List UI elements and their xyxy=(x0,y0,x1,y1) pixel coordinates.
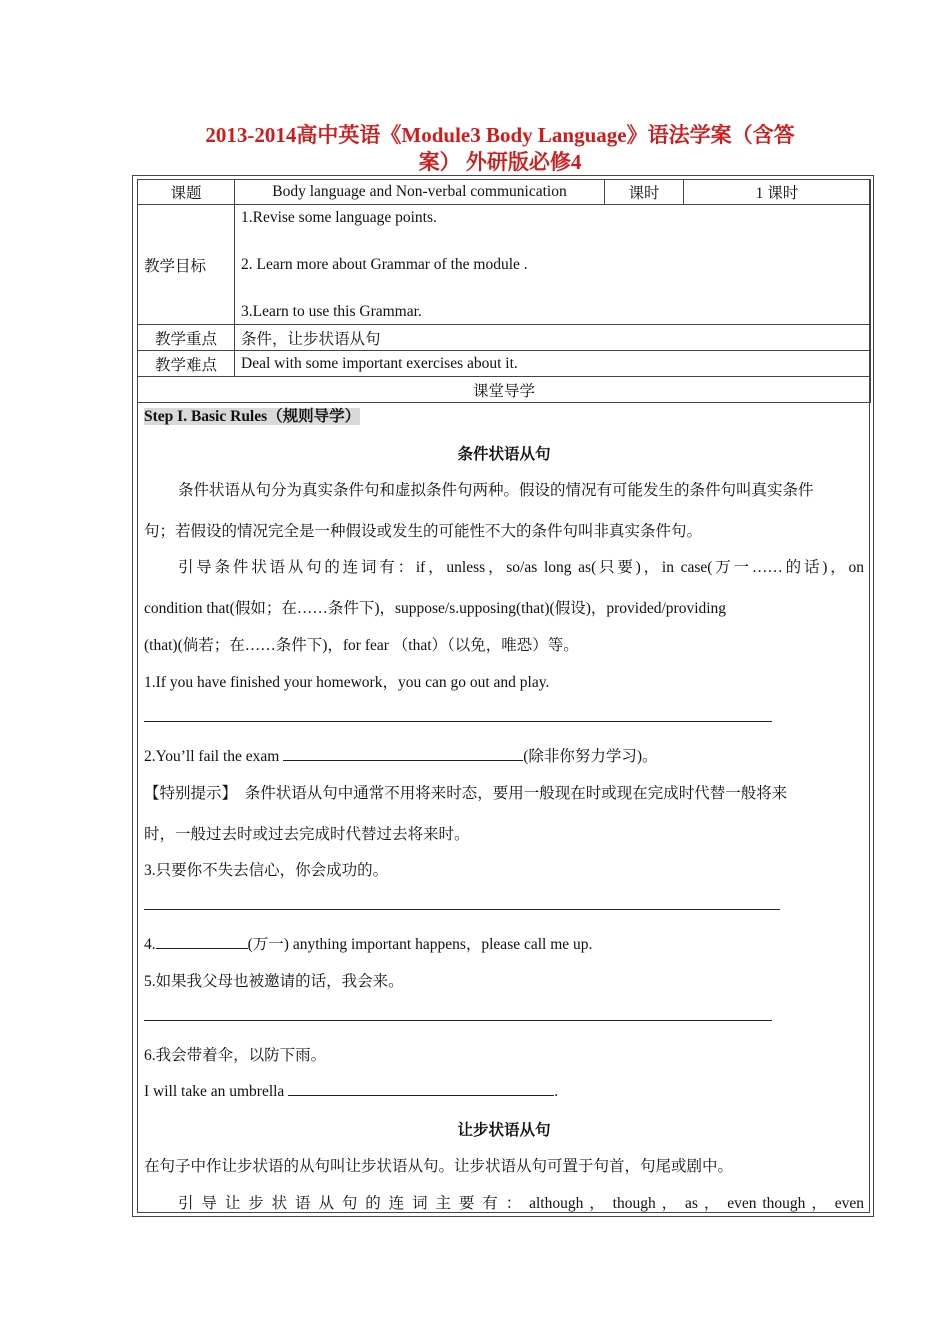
goals-row xyxy=(138,205,871,325)
paragraph-2c: (that)(倘若；在……条件下)，for fear （that）（以免，唯恐）等。 xyxy=(144,637,579,654)
answer-line-1[interactable] xyxy=(144,707,772,727)
example-3: 3.只要你不失去信心，你会成功的。 xyxy=(144,862,389,879)
topic-row xyxy=(138,180,871,205)
paragraph-2a: 引导条件状语从句的连词有：if，unless，so/as long as(只要)，in case(万一……的话)，on xyxy=(178,559,864,576)
example-4-number: 4. xyxy=(144,936,156,953)
example-6-end: . xyxy=(554,1083,559,1100)
paragraph-1b: 句；若假设的情况完全是一种假设或发生的可能性不大的条件句叫非真实条件句。 xyxy=(144,523,703,540)
example-4 xyxy=(144,932,592,954)
example-2-end: (除非你努力学习)。 xyxy=(523,748,658,765)
example-6-english xyxy=(144,1081,558,1101)
example-2-start: 2.You’ll fail the exam xyxy=(144,748,284,765)
goal-item: 2. Learn more about Grammar of the module . xyxy=(241,256,528,273)
example-1: 1.If you have finished your homework，you can go out and play. xyxy=(144,674,550,691)
difficulty-row xyxy=(138,351,871,377)
topic-value: Body language and Non-verbal communication xyxy=(235,180,605,205)
paragraph-4: 引 导 让 步 状 语 从 句 的 连 词 主 要 有 ： although ， though ， as ， even though ， even xyxy=(178,1195,864,1212)
conditional-heading: 条件状语从句 xyxy=(457,446,551,463)
paragraph-2b: condition that(假如；在……条件下)，suppose/s.upposing(that)(假设)，provided/providing xyxy=(144,600,727,617)
lesson-info-table xyxy=(137,179,871,403)
step-1-label: Step I. Basic Rules（规则导学） xyxy=(144,408,361,425)
focus-label: 教学重点 xyxy=(138,325,235,351)
example-4-blank[interactable] xyxy=(156,934,248,949)
goal-item: 1.Revise some language points. xyxy=(241,209,437,226)
answer-line-5[interactable] xyxy=(144,1006,772,1026)
topic-label: 课题 xyxy=(138,180,235,205)
concessive-heading: 让步状语从句 xyxy=(457,1122,551,1139)
tip-line-a: 【特别提示】 条件状语从句中通常不用将来时态，要用一般现在时或现在完成时代替一般将来 xyxy=(144,785,788,802)
example-2 xyxy=(144,744,658,766)
difficulty-label: 教学难点 xyxy=(138,351,235,377)
example-2-blank[interactable] xyxy=(283,746,523,761)
example-6: 6.我会带着伞，以防下雨。 xyxy=(144,1047,327,1064)
focus-row xyxy=(138,325,871,351)
answer-line-3[interactable] xyxy=(144,895,780,915)
period-label: 课时 xyxy=(605,180,684,205)
document-title xyxy=(130,122,870,176)
focus-value: 条件，让步状语从句 xyxy=(235,325,871,351)
example-4-end: (万一) anything important happens，please call me up. xyxy=(247,936,593,953)
period-value: 1 课时 xyxy=(684,180,871,205)
tip-line-b: 时，一般过去时或过去完成时代替过去将来时。 xyxy=(144,826,470,843)
goals-list xyxy=(235,205,871,325)
title-line-2: 案） 外研版必修4 xyxy=(418,150,582,174)
title-line-1: 2013-2014高中英语《Module3 Body Language》语法学案（含答 xyxy=(205,123,795,147)
example-6-blank[interactable] xyxy=(288,1081,554,1096)
example-5: 5.如果我父母也被邀请的话，我会来。 xyxy=(144,973,404,990)
paragraph-1a: 条件状语从句分为真实条件句和虚拟条件句两种。假设的情况有可能发生的条件句叫真实条件 xyxy=(178,482,814,499)
step-heading xyxy=(144,404,360,426)
goal-item: 3.Learn to use this Grammar. xyxy=(241,303,422,320)
goals-label: 教学目标 xyxy=(138,205,235,325)
paragraph-3: 在句子中作让步状语的从句叫让步状语从句。让步状语从句可置于句首，句尾或剧中。 xyxy=(144,1158,734,1175)
guide-row xyxy=(138,377,871,403)
example-6-start: I will take an umbrella xyxy=(144,1083,289,1100)
guide-label: 课堂导学 xyxy=(138,377,871,403)
difficulty-value: Deal with some important exercises about it. xyxy=(235,351,871,377)
